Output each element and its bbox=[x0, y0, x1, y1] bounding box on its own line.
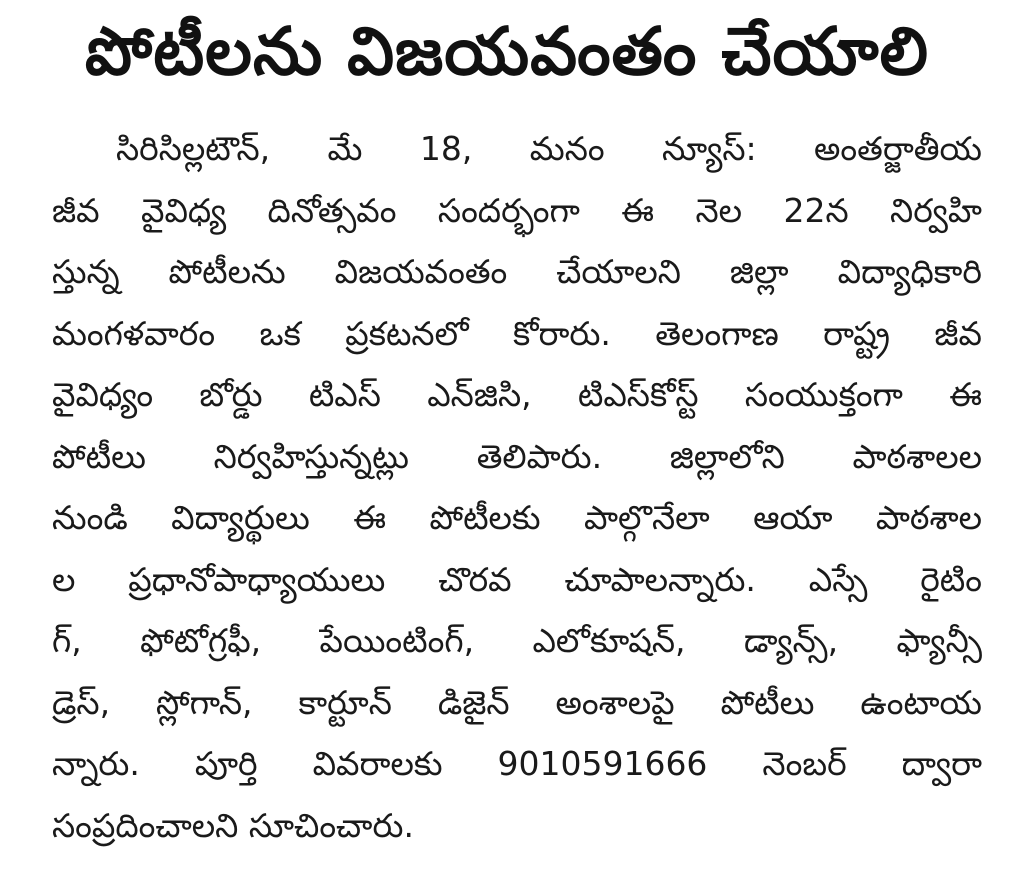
article-line: సంప్రదించాలని సూచించారు. bbox=[52, 805, 414, 845]
article-body bbox=[52, 118, 982, 856]
headline: పోటీలను విజయవంతం చేయాలి bbox=[85, 12, 929, 90]
article-line: మంగళవారం ఒక ప్రకటనలో కోరారు. తెలంగాణ రాష్ట్ర జీవ bbox=[52, 313, 982, 353]
article-line: పోటీలు నిర్వహిస్తున్నట్లు తెలిపారు. జిల్లాలోని పాఠశాలల bbox=[52, 436, 982, 476]
article-line: స్తున్న పోటీలను విజయవంతం చేయాలని జిల్లా విద్యాధికారి bbox=[52, 252, 982, 291]
article-line: డ్రెస్, స్లోగాన్, కార్టూన్ డిజైన్ అంశాలపై పోటీలు ఉంటాయ bbox=[52, 682, 982, 722]
article-line: సిరిసిల్లటౌన్, మే 18, మనం న్యూస్: అంతర్జాతీయ bbox=[116, 129, 982, 168]
article-line: వైవిధ్యం బోర్డు టిఎస్ ఎన్‌జిసి, టిఎస్‌కోస్ట్ సంయుక్తంగా ఈ bbox=[52, 375, 982, 414]
article-line: న్నారు. పూర్తి వివరాలకు 9010591666 నెంబర్ ద్వారా bbox=[52, 744, 982, 783]
article-line: గ్, ఫోటోగ్రఫీ, పేయింటింగ్, ఎలోకూషన్, డ్యాన్స్, ఫ్యాన్సీ bbox=[52, 621, 982, 660]
article-line: ల ప్రధానోపాధ్యాయులు చొరవ చూపాలన్నారు. ఎస్సే రైటిం bbox=[52, 559, 982, 599]
article-line: నుండి విద్యార్థులు ఈ పోటీలకు పాల్గొనేలా ఆయా పాఠశాల bbox=[52, 498, 982, 537]
article-line: జీవ వైవిధ్య దినోత్సవం సందర్భంగా ఈ నెల 22న నిర్వహి bbox=[52, 190, 982, 230]
